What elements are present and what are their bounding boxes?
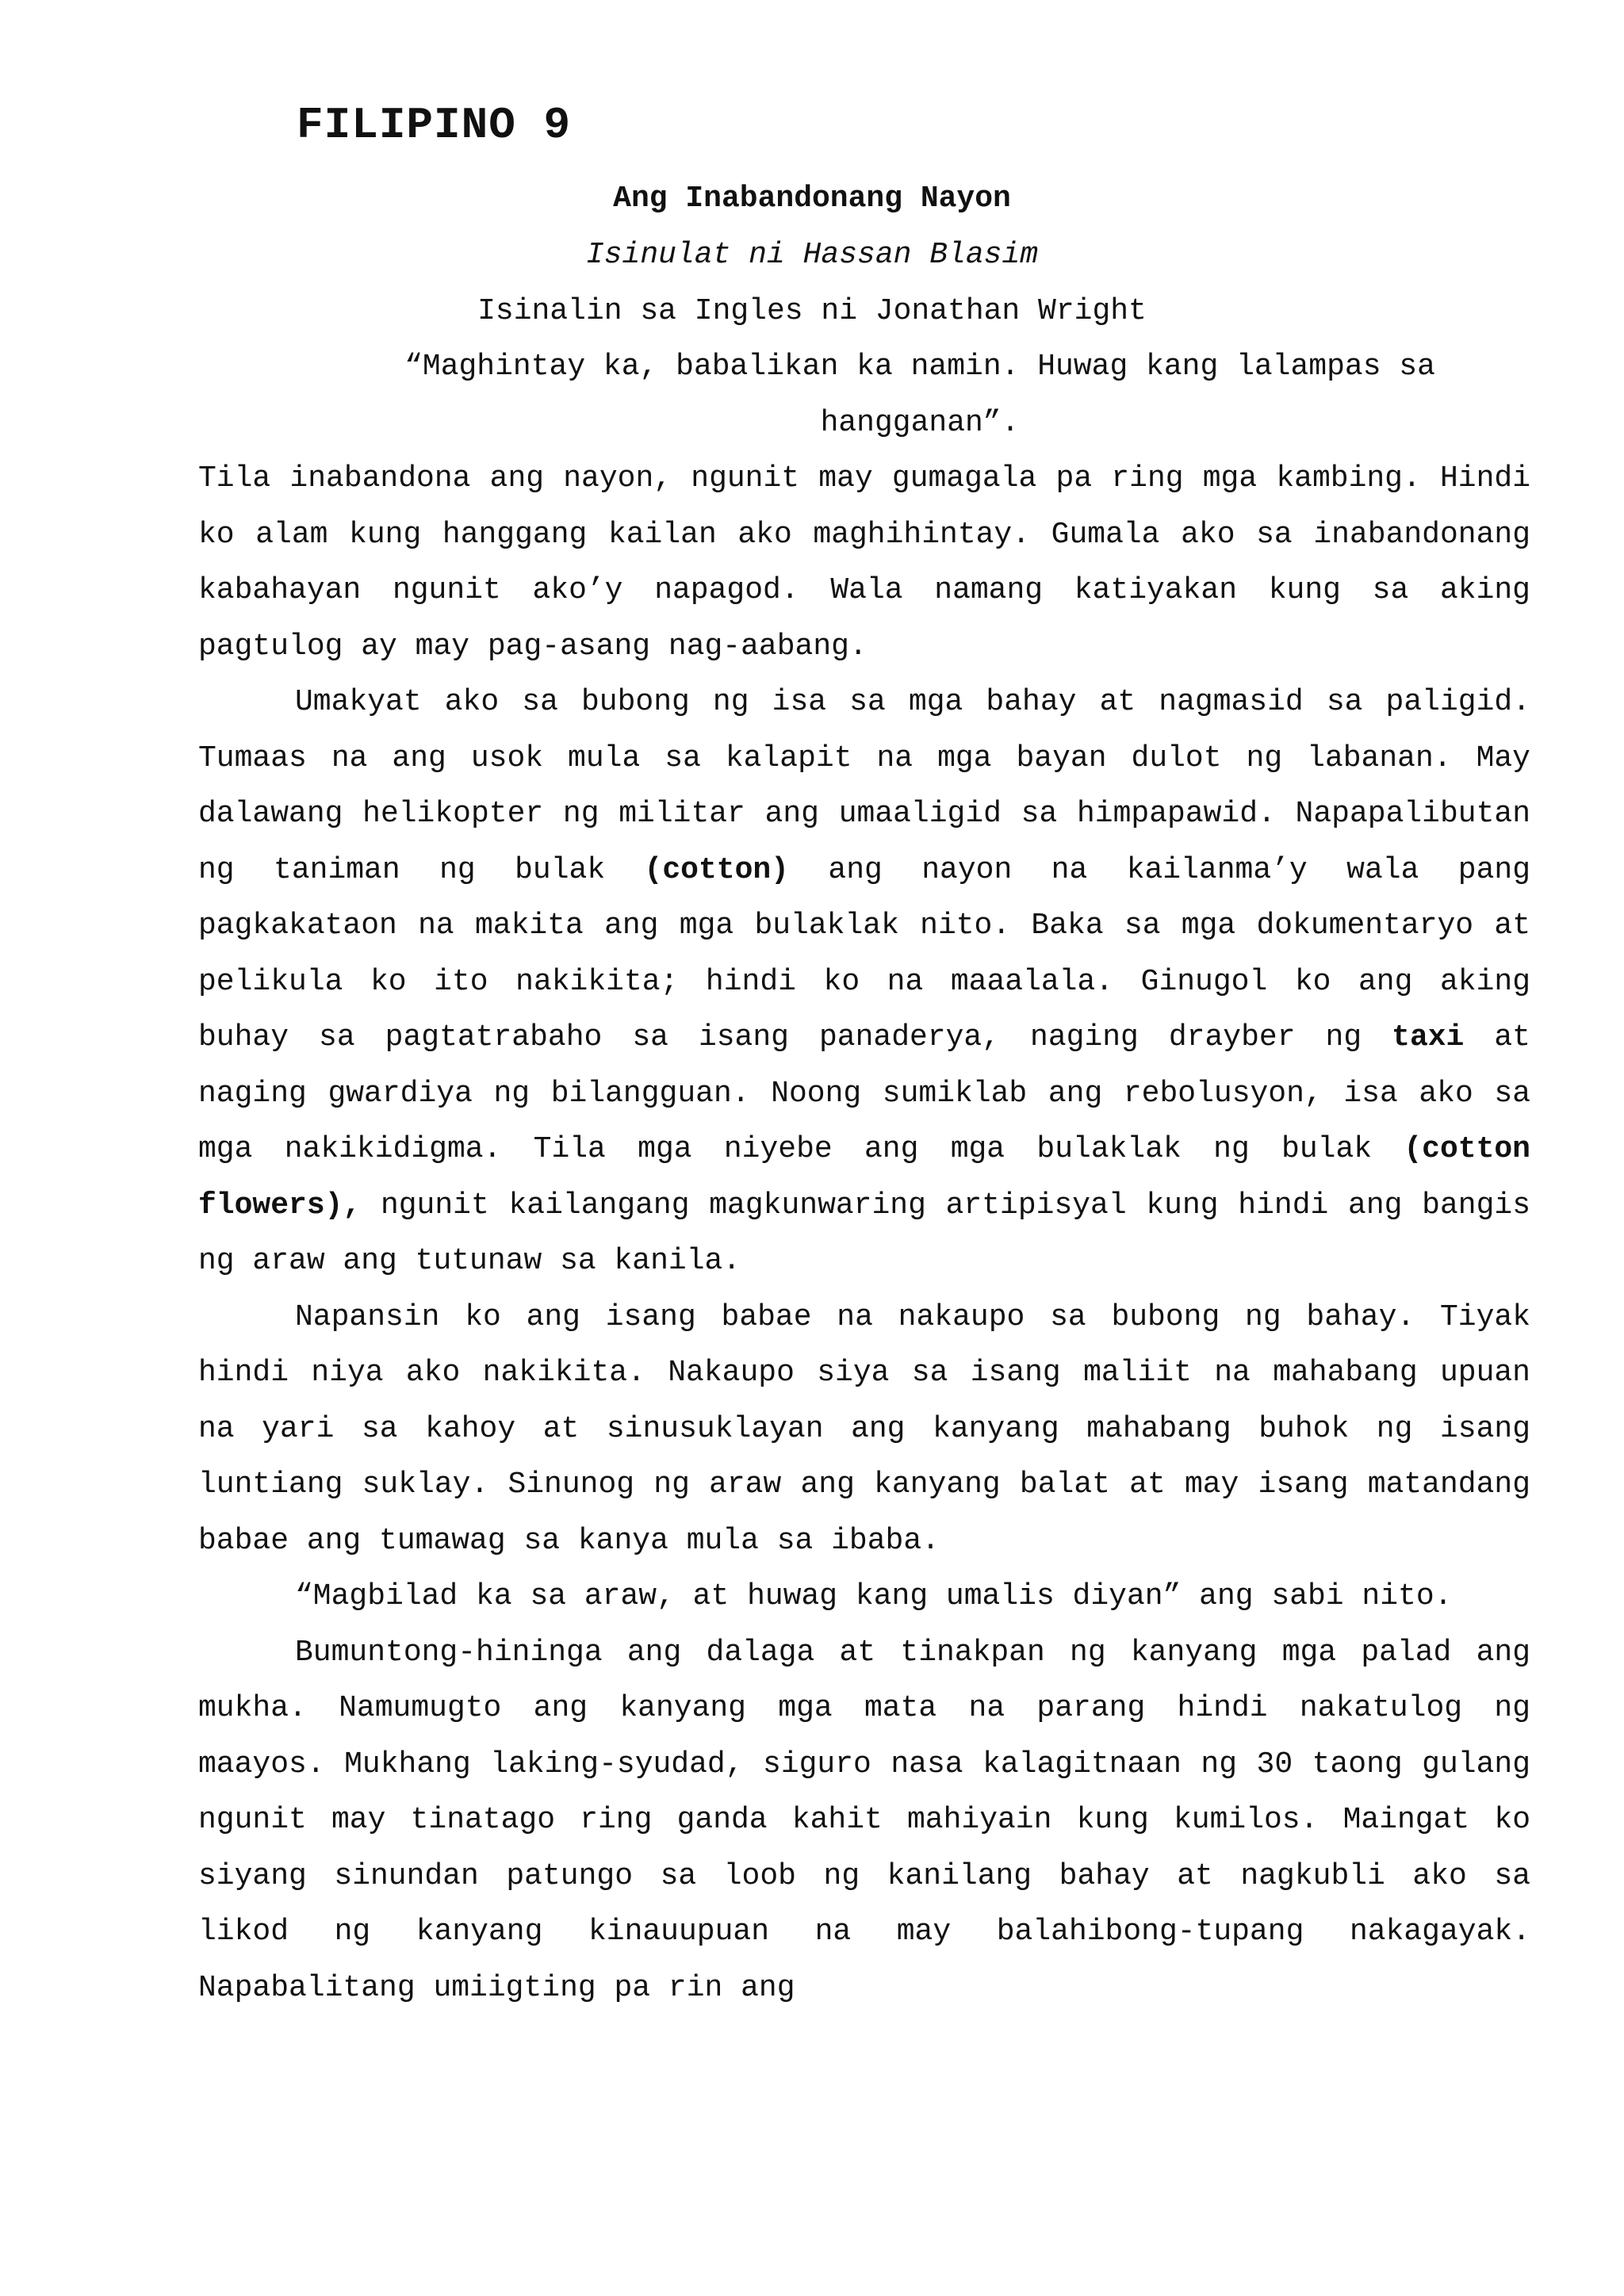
paragraph-2-text-e: ngunit kailangang magkunwaring artipisyal kung hindi ang bangis ng araw ang tutunaw sa kanila. <box>198 1188 1530 1278</box>
paragraph-2-text-c: ang nayon na kailanma’y wala pang pagkakataon na makita ang mga bulaklak nito. Baka sa mga dokumentaryo at pelikula ko ito nakikita; hindi ko na maaalala. Ginugol ko ang aking buhay sa pagtatrabaho sa isang panaderya, naging drayber ng <box>198 852 1531 1054</box>
term-cotton-flowers: (cotton flowers), <box>198 1132 1530 1223</box>
paragraph-2-text-a: Umakyat ako sa bubong ng isa sa mga bahay at nagmasid sa paligid. Tumaas na ang usok mula sa kalapit na mga bayan dulot ng labanan. May dalawang helikopter ng militar ang umaaligid sa himpapawid. Napapalibutan ng taniman ng bulak <box>198 685 1530 887</box>
story-author: Isinulat ni Hassan Blasim <box>585 238 1039 272</box>
story-translator: Isinalin sa Ingles ni Jonathan Wright <box>477 294 1147 328</box>
paragraph-3: Napansin ko ang isang babae na nakaupo sa bubong ng bahay. Tiyak hindi niya ako nakikita. Nakaupo siya sa isang maliit na mahabang upuan na yari sa kahoy at sinusuklayan ang kanyang mahabang buhok ng isang luntiang suklay. Sinunog ng araw ang kanyang balat at may isang matandang babae ang tumawag sa kanya mula sa ibaba. <box>198 1299 1530 1558</box>
paragraph-2-text-d: at naging gwardiya ng bilangguan. Noong sumiklab ang rebolusyon, isa ako sa mga nakikidigma. Tila mga niyebe ang mga bulaklak ng bulak <box>198 1020 1530 1166</box>
paragraph-2 <box>198 675 1530 1290</box>
term-cotton: (cotton) <box>644 852 789 887</box>
paragraph-1: Tila inabandona ang nayon, ngunit may gumagala pa ring mga kambing. Hindi ko alam kung hanggang kailan ako maghihintay. Gumala ako sa inabandonang kabahayan ngunit ako’y napagod. Wala namang katiyakan kung sa aking pagtulog ay may pag-asang nag-aabang. <box>198 461 1530 664</box>
paragraph-5: Bumuntong-hininga ang dalaga at tinakpan ng kanyang mga palad ang mukha. Namumugto ang kanyang mga mata na parang hindi nakatulog ng maayos. Mukhang laking-syudad, siguro nasa kalagitnaan ng 30 taong gulang ngunit may tinatago ring ganda kahit mahiyain kung kumilos. Maingat ko siyang sinundan patungo sa loob ng kanilang bahay at nagkubli ako sa likod ng kanyang kinauupuan na may balahibong-tupang nakagayak. Napabalitang umiigting pa rin ang <box>198 1635 1530 2005</box>
story-epigraph: “Maghintay ka, babalikan ka namin. Huwag kang lalampas sa hangganan”. <box>404 350 1435 440</box>
term-taxi: taxi <box>1392 1020 1465 1054</box>
story-body <box>198 451 1530 2016</box>
subject-heading: FILIPINO 9 <box>297 100 572 151</box>
story-title: Ang Inabandonang Nayon <box>613 182 1011 216</box>
paragraph-4: “Magbilad ka sa araw, at huwag kang umalis diyan” ang sabi nito. <box>295 1579 1453 1613</box>
